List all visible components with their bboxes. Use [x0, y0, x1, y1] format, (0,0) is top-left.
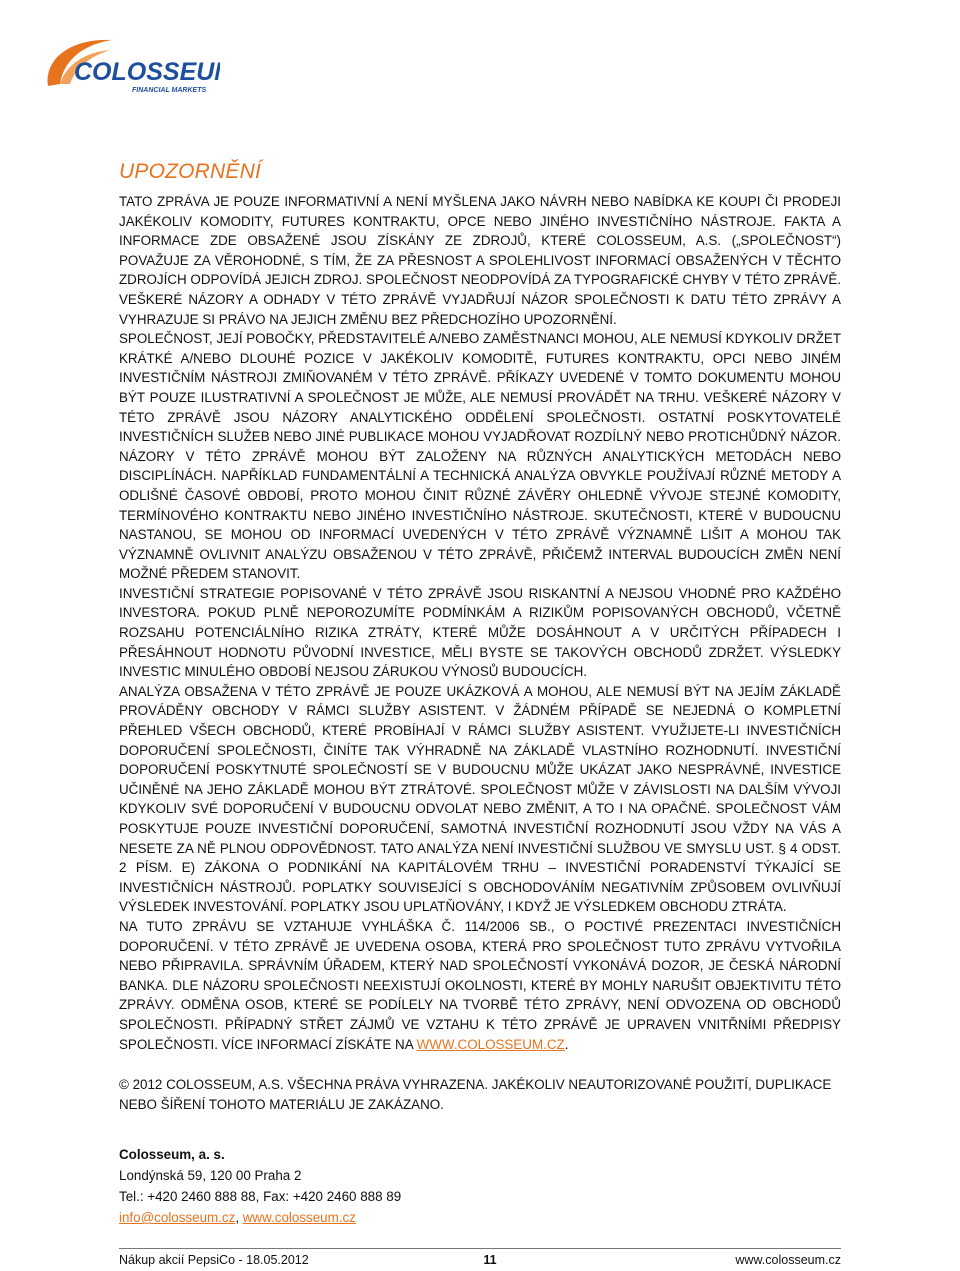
- disclaimer-paragraph: ANALÝZA OBSAŽENA V TÉTO ZPRÁVĚ JE POUZE UKÁZKOVÁ A MOHOU, ALE NEMUSÍ BÝT NA JEJÍM ZÁKLADĚ PROVÁDĚNY OBCHODY V RÁMCI SLUŽBY ASISTENT. V ŽÁDNÉM PŘÍPADĚ SE NEJEDNÁ O KOMPLETNÍ PŘEHLED VŠECH OBCHODŮ, KTERÉ PROBÍHAJÍ V RÁMCI SLUŽBY ASISTENT. VYUŽIJETE-LI INVESTIČNÍCH DOPORUČENÍ SPOLEČNOSTI, ČINÍTE TAK VÝHRADNĚ NA ZÁKLADĚ VLASTNÍHO ROZHODNUTÍ. INVESTIČNÍ DOPORUČENÍ POSKYTNUTÉ SPOLEČNOSTÍ SE V BUDOUCNU MŮŽE UKÁZAT JAKO NESPRÁVNÉ, INVESTICE UČINĚNÉ NA JEHO ZÁKLADĚ MOHOU BÝT ZTRÁTOVÉ. SPOLEČNOST MŮŽE V ZÁVISLOSTI NA DALŠÍM VÝVOJI KDYKOLIV SVÉ DOPORUČENÍ V BUDOUCNU ODVOLAT NEBO ZMĚNIT, A TO I NA OPAČNÉ. SPOLEČNOST VÁM POSKYTUJE POUZE INVESTIČNÍ DOPORUČENÍ, SAMOTNÁ INVESTIČNÍ ROZHODNUTÍ JSOU VŽDY NA VÁS A NESETE ZA NĚ PLNOU ODPOVĚDNOST. TATO ANALÝZA NENÍ INVESTIČNÍ SLUŽBOU VE SMYSLU UST. § 4 ODST. 2 PÍSM. E) ZÁKONA O PODNIKÁNÍ NA KAPITÁLOVÉM TRHU – INVESTIČNÍ PORADENSTVÍ TÝKAJÍCÍ SE INVESTIČNÍCH NÁSTROJŮ. POPLATKY SOUVISEJÍCÍ S OBCHODOVÁNÍM NEGATIVNÍM ZPŮSOBEM OVLIVŇUJÍ VÝSLEDEK INVESTOVÁNÍ. POPLATKY JSOU UPLATŇOVÁNY, I KDYŽ JE VÝSLEDKEM OBCHODU ZTRÁTA.: [119, 683, 841, 915]
- footer-website: www.colosseum.cz: [735, 1253, 841, 1267]
- footer-divider: [119, 1248, 841, 1249]
- disclaimer-paragraph-last: [119, 917, 841, 1054]
- disclaimer-paragraph: SPOLEČNOST, JEJÍ POBOČKY, PŘEDSTAVITELÉ A/NEBO ZAMĚSTNANCI MOHOU, ALE NEMUSÍ KDYKOLIV DRŽET KRÁTKÉ A/NEBO DLOUHÉ POZICE V JAKÉKOLIV KOMODITĚ, FUTURES KONTRAKTU, OPCI NEBO JINÉM INVESTIČNÍM NÁSTROJI ZMIŇOVANÉM V TÉTO ZPRÁVĚ. PŘÍKAZY UVEDENÉ V TOMTO DOKUMENTU MOHOU BÝT POUZE ILUSTRATIVNÍ A SPOLEČNOST JE MŮŽE, ALE NEMUSÍ PROVÁDĚT NA TRHU. VEŠKERÉ NÁZORY V TÉTO ZPRÁVĚ JSOU NÁZORY ANALYTICKÉHO ODDĚLENÍ SPOLEČNOSTI. OSTATNÍ POSKYTOVATELÉ INVESTIČNÍCH SLUŽEB NEBO JINÉ PUBLIKACE MOHOU VYJADŘOVAT ROZDÍLNÝ NEBO PROTICHŮDNÝ NÁZOR. NÁZORY V TÉTO ZPRÁVĚ MOHOU BÝT ZALOŽENY NA RŮZNÝCH ANALYTICKÝCH METODÁCH NEBO DISCIPLÍNÁCH. NAPŘÍKLAD FUNDAMENTÁLNÍ A TECHNICKÁ ANALÝZA OBVYKLE POUŽÍVAJÍ RŮZNÉ METODY A ODLIŠNÉ ČASOVÉ OBDOBÍ, PROTO MOHOU ČINIT RŮZNÉ ZÁVĚRY OHLEDNĚ VÝVOJE STEJNÉ KOMODITY, TERMÍNOVÉHO KONTRAKTU NEBO JINÉHO INVESTIČNÍHO NÁSTROJE. SKUTEČNOSTI, KTERÉ V BUDOUCNU NASTANOU, SE MOHOU OD INFORMACÍ UVEDENÝCH V TÉTO ZPRÁVĚ VÝZNAMNĚ LIŠIT A MOHOU TAK VÝZNAMNĚ OVLIVNIT ANALÝZU OBSAŽENOU V TÉTO ZPRÁVĚ, PŘIČEMŽ INTERVAL BUDOUCÍCH ZMĚN NENÍ MOŽNÉ PŘEDEM STANOVIT.: [119, 331, 841, 582]
- company-address: [119, 1144, 401, 1228]
- colosseum-logo: [40, 34, 220, 104]
- company-street: Londýnská 59, 120 00 Praha 2: [119, 1168, 302, 1183]
- disclaimer-paragraph: TATO ZPRÁVA JE POUZE INFORMATIVNÍ A NENÍ MYŠLENA JAKO NÁVRH NEBO NABÍDKA KE KOUPI ČI PRODEJI JAKÉKOLIV KOMODITY, FUTURES KONTRAKTU, OPCE NEBO JINÉHO INVESTIČNÍHO NÁSTROJE. FAKTA A INFORMACE ZDE OBSAŽENÉ JSOU ZÍSKÁNY ZE ZDROJŮ, KTERÉ COLOSSEUM, A.S. („SPOLEČNOST“) POVAŽUJE ZA VĚROHODNÉ, S TÍM, ŽE ZA PŘESNOST A SPOLEHLIVOST INFORMACÍ OBSAŽENÝCH V TĚCHTO ZDROJÍCH ODPOVÍDÁ JEJICH ZDROJ. SPOLEČNOST NEODPOVÍDÁ ZA TYPOGRAFICKÉ CHYBY V TÉTO ZPRÁVĚ. VEŠKERÉ NÁZORY A ODHADY V TÉTO ZPRÁVĚ VYJADŘUJÍ NÁZOR SPOLEČNOSTI K DATU TÉTO ZPRÁVY A VYHRAZUJE SI PRÁVO NA JEJICH ZMĚNU BEZ PŘEDCHOZÍHO UPOZORNĚNÍ.: [119, 194, 841, 327]
- disclaimer-paragraph-text: NA TUTO ZPRÁVU SE VZTAHUJE VYHLÁŠKA Č. 114/2006 SB., O POCTIVÉ PREZENTACI INVESTIČNÍCH DOPORUČENÍ. V TÉTO ZPRÁVĚ JE UVEDENA OSOBA, KTERÁ PRO SPOLEČNOST TUTO ZPRÁVU VYTVOŘILA NEBO PŘIPRAVILA. SPRÁVNÍM ÚŘADEM, KTERÝ NAD SPOLEČNOSTÍ VYKONÁVÁ DOZOR, JE ČESKÁ NÁRODNÍ BANKA. DLE NÁZORU SPOLEČNOSTI NEEXISTUJÍ OKOLNOSTI, KTERÉ BY MOHLY NARUŠIT OBJEKTIVITU TÉTO ZPRÁVY. ODMĚNA OSOB, KTERÉ SE PODÍLELY NA TVORBĚ TÉTO ZPRÁVY, NENÍ ODVOZENA OD OBCHODŮ SPOLEČNOSTI. PŘÍPADNÝ STŘET ZÁJMŮ VE VZTAHU K TÉTO ZPRÁVĚ JE UPRAVEN VNITŘNÍMI PŘEDPISY SPOLEČNOSTI. VÍCE INFORMACÍ ZÍSKÁTE NA: [119, 918, 841, 1052]
- footer-document-title: Nákup akcií PepsiCo - 18.05.2012: [119, 1253, 309, 1267]
- link-suffix: .: [564, 1036, 569, 1052]
- logo-tagline-text: FINANCIAL MARKETS: [132, 87, 207, 94]
- disclaimer-title: UPOZORNĚNÍ: [119, 160, 262, 183]
- disclaimer-paragraph: INVESTIČNÍ STRATEGIE POPISOVANÉ V TÉTO ZPRÁVĚ JSOU RISKANTNÍ A NEJSOU VHODNÉ PRO KAŽDÉHO INVESTORA. POKUD PLNĚ NEPOROZUMÍTE PODMÍNKÁM A RIZIKŮM POPISOVANÝCH OBCHODŮ, VČETNĚ ROZSAHU POTENCIÁLNÍHO RIZIKA ZTRÁTY, KTERÉ MŮŽE DOSÁHNOUT A V URČITÝCH PŘÍPADECH I PŘESÁHNOUT HODNOTU PŮVODNÍ INVESTICE, MĚLI BYSTE SE TAKOVÝCH OBCHODŮ ZDRŽET. VÝSLEDKY INVESTIC MINULÉHO OBDOBÍ NEJSOU ZÁRUKOU VÝNOSŮ BUDOUCÍCH.: [119, 585, 841, 680]
- page-number: 11: [483, 1253, 497, 1267]
- company-phone: Tel.: +420 2460 888 88, Fax: +420 2460 888 89: [119, 1189, 402, 1204]
- contact-separator: ,: [235, 1210, 243, 1225]
- website-link-footer[interactable]: www.colosseum.cz: [242, 1210, 356, 1225]
- copyright-notice: © 2012 COLOSSEUM, A.S. VŠECHNA PRÁVA VYHRAZENA. JAKÉKOLIV NEAUTORIZOVANÉ POUŽITÍ, DUPLIKACE NEBO ŠÍŘENÍ TOHOTO MATERIÁLU JE ZAKÁZANO.: [119, 1077, 832, 1112]
- disclaimer-body: [119, 192, 841, 1054]
- website-link[interactable]: WWW.COLOSSEUM.CZ: [416, 1036, 565, 1052]
- logo-graphic: [40, 34, 220, 104]
- company-name: Colosseum, a. s.: [119, 1147, 225, 1162]
- email-link[interactable]: info@colosseum.cz: [119, 1210, 236, 1225]
- logo-brand-text: COLOSSEUM: [74, 58, 220, 86]
- company-contacts: [119, 1207, 401, 1228]
